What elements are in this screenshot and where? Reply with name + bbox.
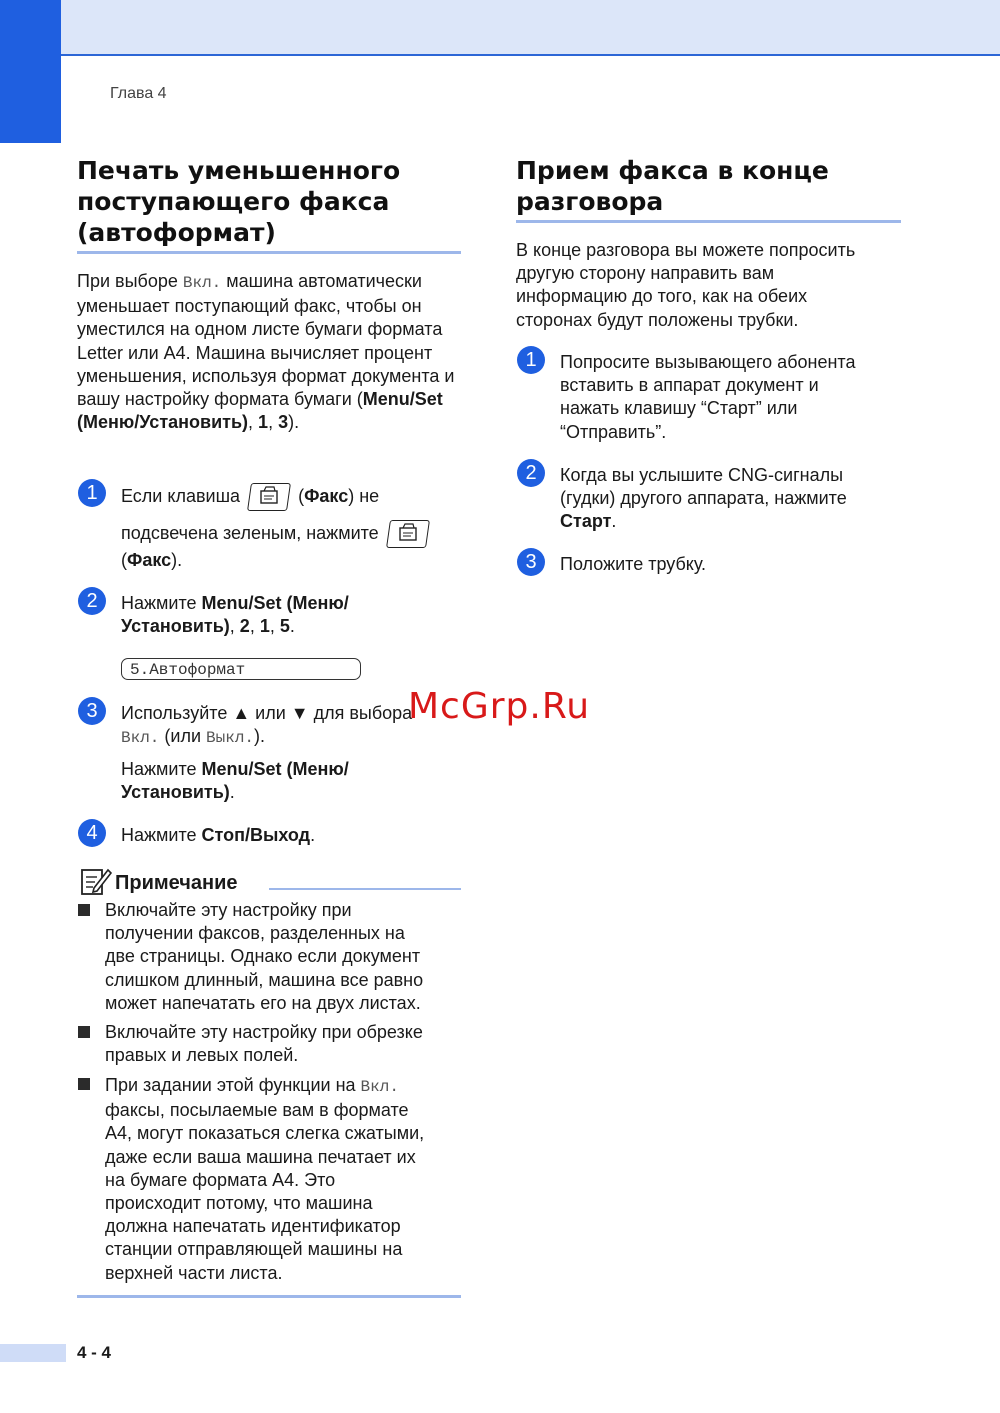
page-number: 4 - 4 — [77, 1343, 112, 1362]
chapter-label: Глава 4 — [110, 85, 167, 102]
step-number: 1 — [517, 346, 545, 374]
right-title-rule — [516, 220, 901, 223]
chapter-tab — [0, 0, 61, 143]
left-section-title — [77, 155, 462, 248]
step-number: 4 — [78, 819, 106, 847]
step-text: . — [611, 511, 617, 532]
step-bold: 1 — [259, 616, 270, 637]
step-mono: Вкл. — [121, 729, 160, 748]
intro-text: , — [268, 412, 279, 433]
step-text: ). — [171, 550, 183, 570]
note-item-3 — [105, 1074, 465, 1285]
note-line: получении факсов, разделенных на — [105, 923, 405, 944]
intro-text: машина автоматически уменьшает поступающий факс, чтобы он уместился на одном листе бумаги формата Letter или A4. Машина вычисляет процент уменьшения, используя формат документа и вашу настройку формата бумаги ( — [77, 271, 455, 410]
note-line: на бумаге формата A4. Это — [105, 1169, 336, 1190]
note-line: При задании этой функции на — [105, 1075, 361, 1095]
step-3-text-2 — [121, 758, 421, 804]
step-bold: Стоп/Выход — [201, 825, 311, 845]
note-bottom-rule — [77, 1295, 461, 1298]
step-text: Нажмите — [121, 825, 202, 845]
fax-key-icon — [247, 483, 291, 511]
note-line: факсы, посылаемые вам в формате — [105, 1100, 409, 1121]
note-line: станции отправляющей машины на — [105, 1239, 403, 1260]
step-mono: Выкл. — [206, 729, 255, 748]
step-text: ( — [298, 485, 305, 506]
step-4-text — [121, 824, 451, 847]
note-line: слишком длинный, машина все равно — [105, 969, 424, 990]
right-step-2 — [560, 464, 905, 534]
step-line: (гудки) другого аппарата, нажмите — [560, 488, 847, 509]
step-number: 1 — [78, 479, 106, 507]
step-text: ( — [121, 550, 127, 570]
note-line: A4, могут показаться слегка сжатыми, — [105, 1123, 425, 1144]
step-text: Используйте ▲ или ▼ для выбора — [121, 703, 413, 723]
note-line: правых и левых полей. — [105, 1045, 299, 1066]
step-line: “Отправить”. — [560, 421, 667, 442]
left-intro — [77, 270, 463, 434]
right-step-1 — [560, 351, 905, 444]
intro-mono: Вкл. — [182, 274, 222, 292]
note-line: две страницы. Однако если документ — [105, 946, 421, 967]
step-text: , — [249, 616, 260, 637]
intro-bold: Menu/Set (Меню/Установить) — [77, 389, 443, 433]
intro-text: , — [248, 412, 259, 433]
step-text: . — [310, 825, 316, 845]
right-step-3 — [560, 553, 905, 576]
intro-bold: 1 — [258, 412, 269, 433]
fax-key-icon — [386, 520, 430, 548]
note-line: Включайте эту настройку при обрезке — [105, 1022, 423, 1042]
step-text: подсвечена зеленым, нажмите — [121, 522, 379, 543]
intro-text: При выборе — [77, 271, 183, 291]
bullet-square — [78, 904, 90, 916]
note-item-1 — [105, 899, 465, 1015]
left-title-rule — [77, 251, 461, 254]
title-line: Прием факса в конце — [516, 156, 829, 185]
header-band — [0, 0, 1000, 56]
step-number: 3 — [517, 548, 545, 576]
title-line: Печать уменьшенного — [77, 156, 401, 185]
step-text: , — [269, 616, 280, 637]
step-bold: Факс — [304, 485, 349, 506]
note-pencil-icon — [80, 866, 112, 896]
title-line: разговора — [516, 187, 664, 216]
title-line: (автоформат) — [77, 218, 276, 247]
right-intro — [516, 239, 916, 332]
step-text: , — [229, 616, 240, 637]
note-line: происходит потому, что машина — [105, 1193, 373, 1214]
note-mono: Вкл. — [360, 1078, 399, 1096]
title-line: поступающего факса — [77, 187, 390, 216]
note-line: должна напечатать идентификатор — [105, 1216, 401, 1237]
step-line: нажать клавишу “Старт” или — [560, 398, 798, 419]
bullet-square — [78, 1026, 90, 1038]
step-bold: Старт — [560, 511, 612, 532]
step-text: ) не — [348, 485, 380, 506]
page-number-band — [0, 1344, 66, 1362]
step-text: Нажмите — [121, 759, 202, 779]
note-title: Примечание — [115, 872, 238, 894]
note-line: Включайте эту настройку при — [105, 900, 352, 920]
intro-line: В конце разговора вы можете попросить — [516, 240, 856, 260]
step-text: ). — [254, 726, 266, 747]
header-rule — [60, 54, 1000, 56]
step-number: 3 — [78, 697, 106, 725]
intro-bold: 3 — [278, 412, 289, 433]
step-bold: 5 — [279, 616, 290, 637]
note-line: даже если ваша машина печатает их — [105, 1146, 416, 1167]
step-line: вставить в аппарат документ и — [560, 375, 819, 396]
intro-text: ). — [288, 412, 300, 433]
intro-line: информацию до того, как на обеих — [516, 286, 808, 307]
step-text: . — [289, 616, 295, 637]
step-line: Когда вы услышите CNG-сигналы — [560, 465, 844, 485]
intro-line: другую сторону направить вам — [516, 263, 775, 284]
intro-line: сторонах будут положены трубки. — [516, 309, 799, 330]
step-text: . — [229, 782, 235, 803]
note-line: верхней части листа. — [105, 1262, 283, 1283]
bullet-square — [78, 1078, 90, 1090]
lcd-display: 5.Автоформат — [121, 658, 361, 680]
watermark: McGrp.Ru — [408, 686, 591, 727]
right-section-title — [516, 155, 916, 217]
note-rule — [269, 888, 461, 890]
step-1-line-2 — [121, 520, 461, 548]
step-text: Нажмите — [121, 593, 202, 613]
step-number: 2 — [517, 459, 545, 487]
step-line: Положите трубку. — [560, 554, 707, 574]
step-bold: 2 — [239, 616, 250, 637]
note-line: может напечатать его на двух листах. — [105, 992, 421, 1013]
step-text: (или — [159, 726, 207, 747]
step-2-text — [121, 592, 451, 638]
step-line: Попросите вызывающего абонента — [560, 352, 856, 372]
step-1-line-3 — [121, 549, 461, 572]
step-bold: Menu/Set (Меню/Установить) — [121, 759, 349, 803]
note-item-2 — [105, 1021, 465, 1067]
step-1-line-1 — [121, 483, 461, 511]
step-number: 2 — [78, 587, 106, 615]
step-text: Если клавиша — [121, 485, 241, 506]
step-bold: Факс — [127, 550, 172, 570]
step-bold: Menu/Set (Меню/Установить) — [121, 593, 349, 637]
